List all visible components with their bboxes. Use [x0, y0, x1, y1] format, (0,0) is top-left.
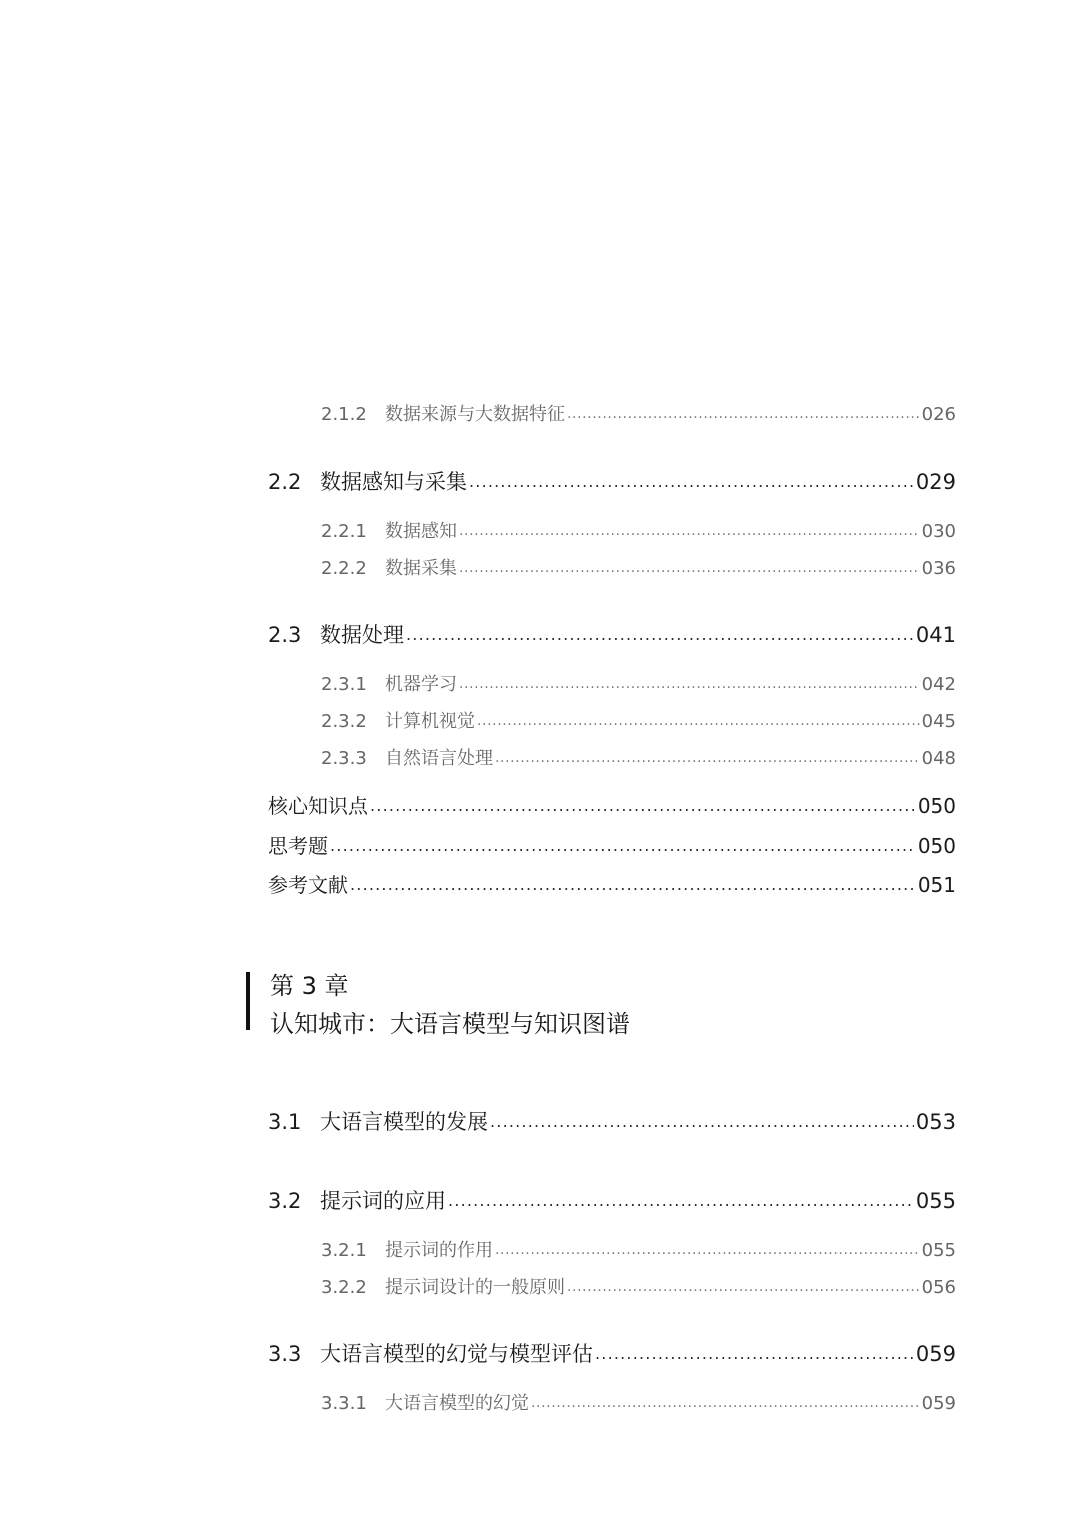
toc-entry-number: 2.1.2 [321, 404, 367, 424]
toc-entry-title: 大语言模型的幻觉与模型评估 [320, 1342, 593, 1366]
toc-entry-page: 030 [921, 521, 956, 541]
toc-entry-title: 提示词设计的一般原则 [385, 1277, 565, 1297]
toc-entry-2-3-2 [321, 707, 956, 731]
toc-entry-title: 数据处理 [320, 623, 404, 647]
toc-entry-key-points [268, 790, 956, 818]
toc-entry-3-2-2 [321, 1273, 956, 1297]
dot-leader [531, 1391, 920, 1409]
toc-entry-number: 2.3.3 [321, 748, 367, 768]
toc-entry-title: 数据感知 [385, 521, 457, 541]
dot-leader [406, 621, 914, 642]
toc-entry-3-3 [268, 1338, 956, 1366]
toc-entry-title: 数据感知与采集 [320, 470, 467, 494]
dot-leader [330, 833, 916, 853]
toc-entry-page: 042 [921, 674, 956, 694]
dot-leader [595, 1340, 914, 1361]
toc-entry-page: 029 [915, 470, 956, 494]
chapter-accent-bar [246, 972, 250, 1030]
toc-entry-title: 提示词的应用 [320, 1189, 446, 1213]
toc-entry-page: 059 [915, 1342, 956, 1366]
toc-entry-number: 2.3 [268, 623, 302, 647]
toc-entry-page: 048 [921, 748, 956, 768]
toc-entry-page: 056 [921, 1277, 956, 1297]
dot-leader [370, 793, 916, 813]
toc-entry-questions [268, 830, 956, 858]
toc-entry-title: 提示词的作用 [385, 1240, 493, 1260]
toc-entry-2-3-1 [321, 670, 956, 694]
toc-entry-page: 041 [915, 623, 956, 647]
toc-entry-number: 2.3.1 [321, 674, 367, 694]
chapter-label: 第 3 章 [270, 972, 349, 1000]
toc-entry-number: 3.2.1 [321, 1240, 367, 1260]
toc-entry-2-2-1 [321, 517, 956, 541]
toc-entry-title: 计算机视觉 [385, 711, 475, 731]
toc-entry-number: 3.2.2 [321, 1277, 367, 1297]
dot-leader [469, 468, 914, 489]
toc-entry-number: 2.3.2 [321, 711, 367, 731]
dot-leader [448, 1187, 914, 1208]
dot-leader [459, 556, 920, 574]
toc-entry-number: 2.2 [268, 470, 302, 494]
toc-entry-page: 051 [917, 873, 956, 897]
toc-entry-number: 3.3.1 [321, 1393, 367, 1413]
toc-entry-title: 大语言模型的幻觉 [385, 1393, 529, 1413]
toc-entry-title: 机器学习 [385, 674, 457, 694]
toc-entry-title: 大语言模型的发展 [320, 1110, 488, 1134]
dot-leader [459, 672, 920, 690]
toc-entry-title: 核心知识点 [268, 794, 368, 818]
toc-entry-page: 053 [915, 1110, 956, 1134]
dot-leader [477, 709, 920, 727]
dot-leader [495, 746, 920, 764]
toc-entry-title: 思考题 [268, 834, 328, 858]
dot-leader [459, 519, 920, 537]
toc-entry-page: 045 [921, 711, 956, 731]
toc-entry-title: 数据采集 [385, 558, 457, 578]
dot-leader [350, 872, 916, 892]
toc-entry-page: 055 [915, 1189, 956, 1213]
toc-entry-page: 050 [917, 834, 956, 858]
toc-entry-3-1 [268, 1106, 956, 1134]
toc-entry-number: 3.2 [268, 1189, 302, 1213]
dot-leader [567, 1275, 920, 1293]
toc-entry-3-2 [268, 1185, 956, 1213]
toc-entry-2-3 [268, 619, 956, 647]
dot-leader [495, 1238, 920, 1256]
toc-entry-number: 2.2.2 [321, 558, 367, 578]
toc-entry-title: 参考文献 [268, 873, 348, 897]
toc-entry-page: 050 [917, 794, 956, 818]
chapter-title: 认知城市：大语言模型与知识图谱 [270, 1010, 630, 1038]
toc-entry-title: 自然语言处理 [385, 748, 493, 768]
toc-entry-number: 3.1 [268, 1110, 302, 1134]
toc-entry-page: 059 [921, 1393, 956, 1413]
dot-leader [490, 1108, 914, 1129]
toc-entry-3-3-1 [321, 1389, 956, 1413]
toc-entry-3-2-1 [321, 1236, 956, 1260]
toc-entry-number: 3.3 [268, 1342, 302, 1366]
toc-entry-page: 026 [921, 404, 956, 424]
toc-entry-title: 数据来源与大数据特征 [385, 404, 565, 424]
toc-entry-number: 2.2.1 [321, 521, 367, 541]
toc-entry-2-2-2 [321, 554, 956, 578]
toc-entry-page: 036 [921, 558, 956, 578]
toc-entry-2-3-3 [321, 744, 956, 768]
toc-entry-references [268, 869, 956, 897]
toc-entry-2-2 [268, 466, 956, 494]
chapter-heading [246, 966, 766, 1038]
dot-leader [567, 402, 920, 420]
toc-entry-2-1-2 [321, 400, 956, 424]
toc-entry-page: 055 [921, 1240, 956, 1260]
